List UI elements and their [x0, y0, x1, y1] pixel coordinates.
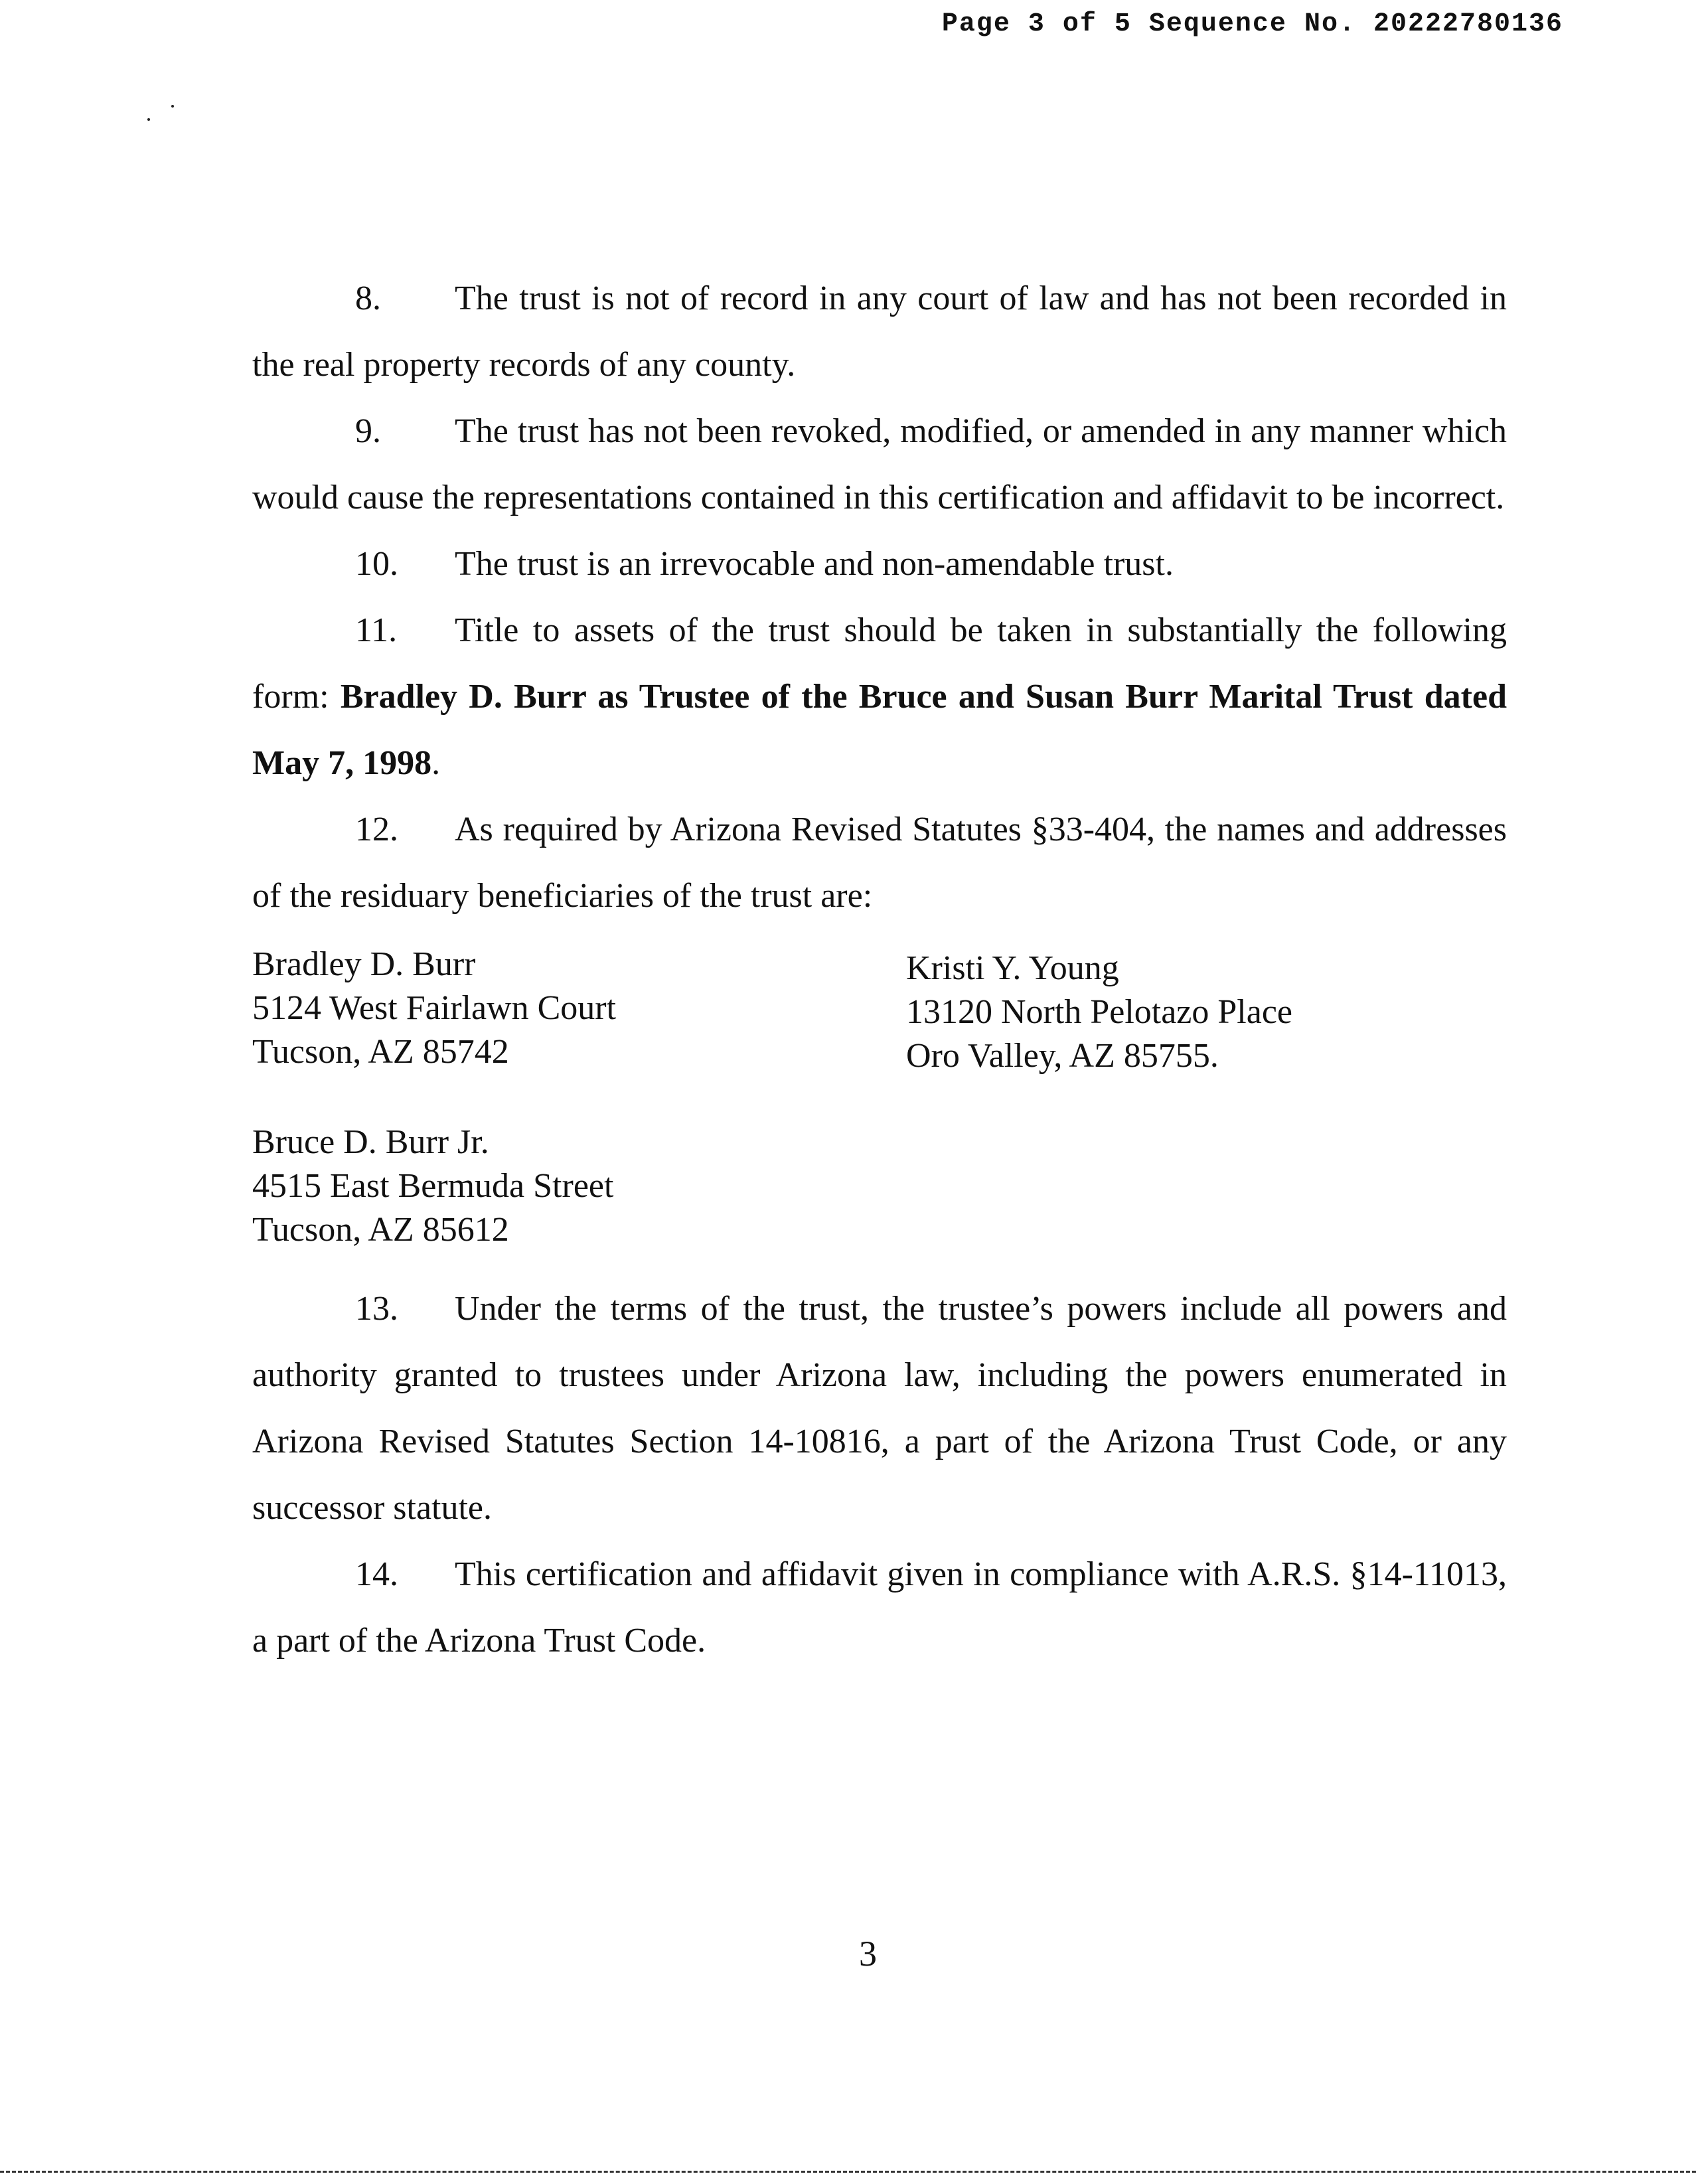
beneficiary-name: Bruce D. Burr Jr.	[252, 1123, 489, 1161]
recording-stamp: Page 3 of 5 Sequence No. 20222780136	[941, 9, 1563, 39]
beneficiary-addresses	[252, 943, 1507, 1252]
trust-title-form: Bradley D. Burr as Trustee of the Bruce and Susan Burr Marital Trust dated May 7, 1998	[252, 678, 1507, 782]
page-number: 3	[859, 1934, 877, 1974]
beneficiary-name: Kristi Y. Young	[906, 949, 1119, 987]
paragraph-number: 9.	[355, 412, 381, 450]
paragraph-number: 14.	[355, 1555, 398, 1593]
paragraph-number: 11.	[355, 611, 398, 649]
beneficiary-address	[906, 947, 1507, 1078]
paragraph-text: Under the terms of the trust, the trustee’s powers include all powers and authority granted to trustees under Arizona law, including the powers enumerated in Arizona Revised Statutes Section 14-10816, a part of the Arizona Trust Code, or any successor statute.	[252, 1290, 1507, 1527]
beneficiary-address	[252, 943, 906, 1078]
paragraph-11	[252, 597, 1507, 797]
paragraph-text: The trust is an irrevocable and non-amendable trust.	[455, 545, 1174, 583]
paragraph-text: The trust has not been revoked, modified, or amended in any manner which would cause the representations contained in this certification and affidavit to be incorrect.	[252, 412, 1507, 516]
scan-edge-line	[0, 2171, 1696, 2173]
paragraph-number: 13.	[355, 1290, 398, 1328]
beneficiary-name: Bradley D. Burr	[252, 945, 476, 983]
beneficiary-city: Tucson, AZ 85742	[252, 1033, 509, 1071]
paragraph-text: Title to assets of the trust should be taken in substantially the following form:	[252, 611, 1507, 716]
paragraph-13	[252, 1276, 1507, 1541]
paragraph-8	[252, 266, 1507, 398]
paragraph-text: As required by Arizona Revised Statutes §33-404, the names and addresses of the residuary beneficiaries of the trust are:	[252, 811, 1507, 915]
paragraph-number: 12.	[355, 811, 398, 848]
beneficiary-street: 4515 East Bermuda Street	[252, 1167, 614, 1205]
beneficiary-street: 13120 North Pelotazo Place	[906, 993, 1292, 1031]
beneficiary-city: Tucson, AZ 85612	[252, 1211, 509, 1249]
paragraph-text: The trust is not of record in any court of law and has not been recorded in the real property records of any county.	[252, 279, 1507, 384]
paragraph-number: 8.	[355, 279, 381, 317]
paragraph-10	[252, 531, 1507, 597]
scan-speck	[171, 105, 174, 108]
beneficiary-city: Oro Valley, AZ 85755.	[906, 1037, 1219, 1075]
paragraph-14	[252, 1541, 1507, 1674]
document-body	[252, 266, 1507, 1674]
paragraph-12	[252, 797, 1507, 929]
paragraph-text-end: .	[431, 744, 441, 782]
beneficiary-address	[252, 1121, 906, 1252]
scan-speck	[147, 118, 150, 121]
beneficiary-street: 5124 West Fairlawn Court	[252, 989, 617, 1027]
paragraph-text: This certification and affidavit given in compliance with A.R.S. §14-11013, a part of the Arizona Trust Code.	[252, 1555, 1507, 1660]
paragraph-9	[252, 398, 1507, 531]
paragraph-number: 10.	[355, 545, 398, 583]
